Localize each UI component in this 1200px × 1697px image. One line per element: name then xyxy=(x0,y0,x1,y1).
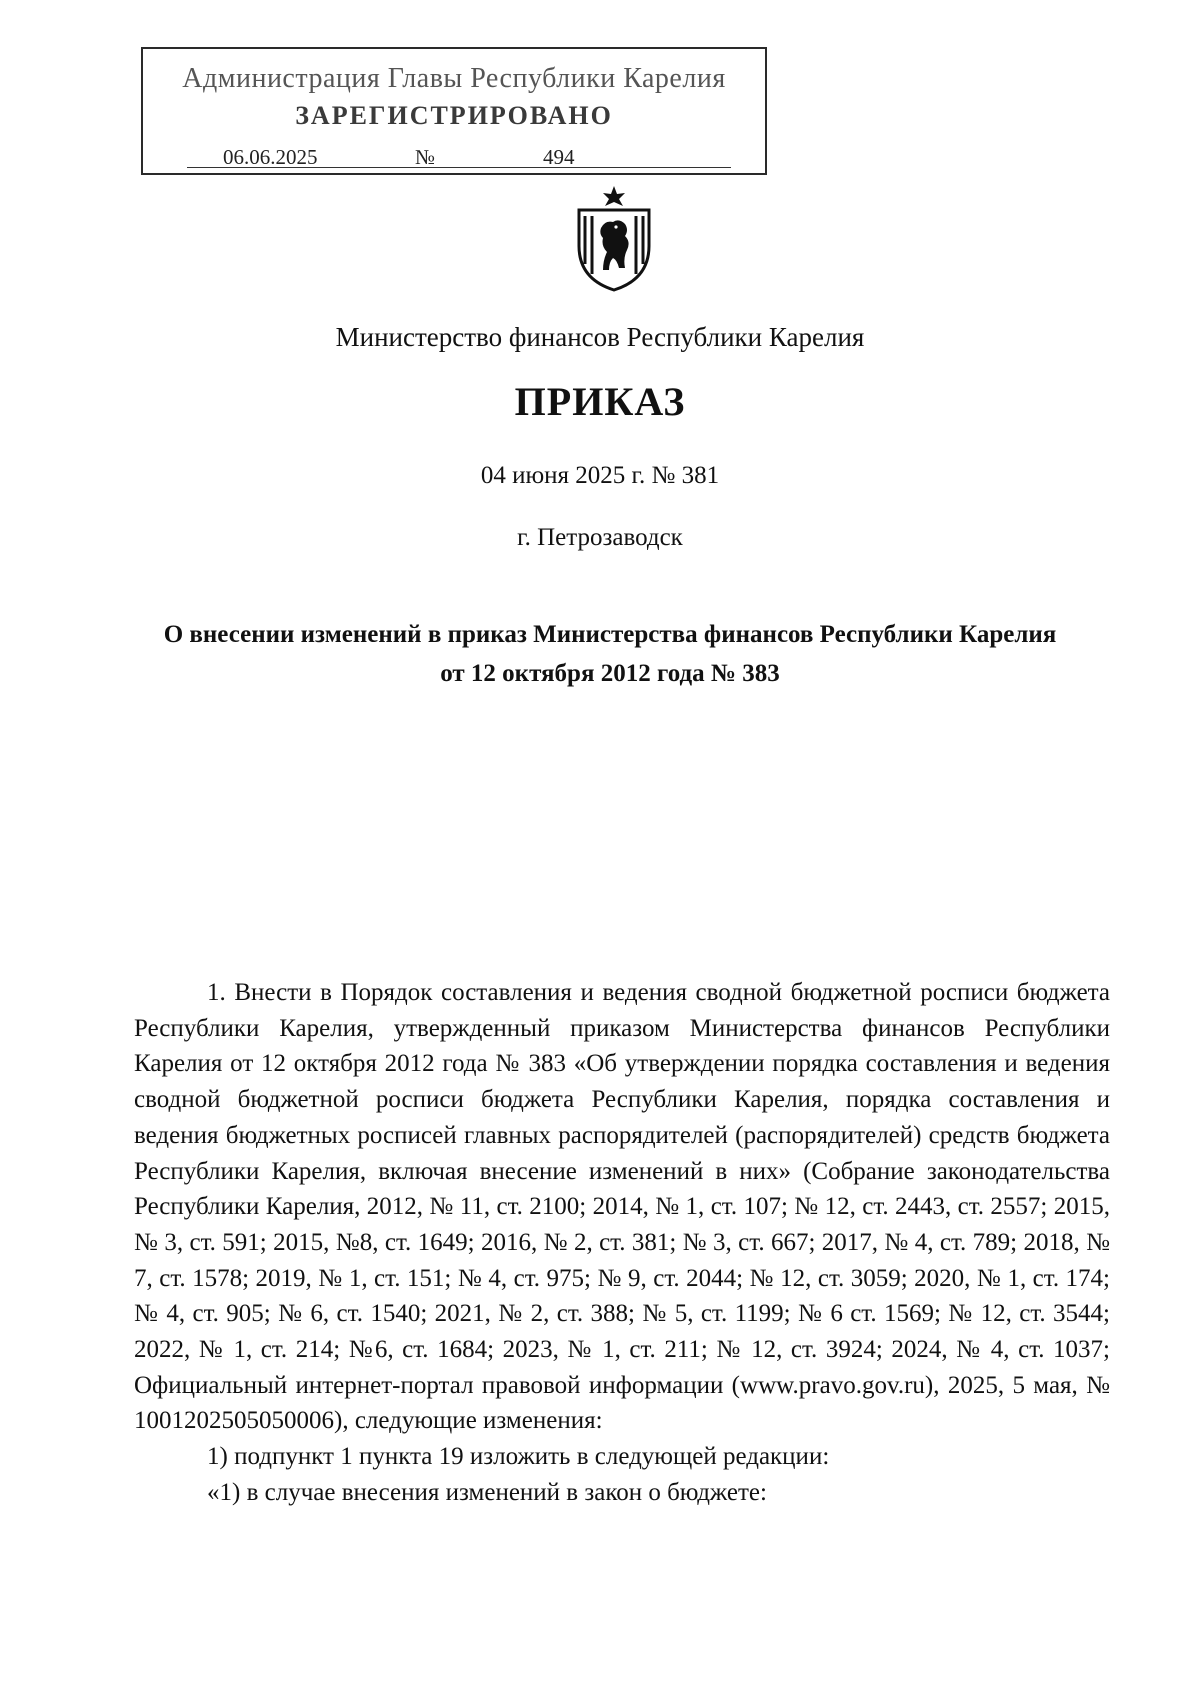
stamp-administration-text: Администрация Главы Республики Карелия xyxy=(182,63,726,94)
order-subject: О внесении изменений в приказ Министерства финансов Республики Карелия от 12 октября 2012 года № 383 xyxy=(163,621,1057,687)
body-item-1: 1) подпункт 1 пункта 19 изложить в следующей редакции: xyxy=(207,1443,830,1471)
order-date-number: 04 июня 2025 г. № 381 xyxy=(480,462,720,489)
document-type-title: ПРИКАЗ xyxy=(514,379,686,424)
order-body xyxy=(134,975,1110,1511)
registration-stamp xyxy=(141,47,767,175)
order-city: г. Петрозаводск xyxy=(517,524,683,551)
stamp-date: 06.06.2025 xyxy=(223,145,318,169)
stamp-underline xyxy=(187,167,731,168)
ministry-name: Министерство финансов Республики Карелия xyxy=(335,322,865,352)
karelia-coat-of-arms-icon xyxy=(569,184,659,294)
body-paragraph-1: 1. Внести в Порядок составления и ведения сводной бюджетной росписи бюджета Республики Карелия, утвержденный приказом Министерства финансов Республики Карелия от 12 октября 2012 года № 383 «Об утверждении порядка составления и ведения сводной бюджетной росписи бюджета Республики Карелия, порядка составления и ведения бюджетных росписей главных распорядителей (распорядителей) средств бюджета Республики Карелия, включая внесение изменений в них» (Собрание законодательства Республики Карелия, 2012, № 11, ст. 2100; 2014, № 1, ст. 107; № 12, ст. 2443, ст. 2557; 2015, № 3, ст. 591; 2015, №8, ст. 1649; 2016, № 2, ст. 381; № 3, ст. 667; 2017, № 4, ст. 789; 2018, № 7, ст. 1578; 2019, № 1, ст. 151; № 4, ст. 975; № 9, ст. 2044; № 12, ст. 3059; 2020, № 1, ст. 174; № 4, ст. 905; № 6, ст. 1540; 2021, № 2, ст. 388; № 5, ст. 1199; № 6 ст. 1569; № 12, ст. 3544; 2022, № 1, ст. 214; №6, ст. 1684; 2023, № 1, ст. 211; № 12, ст. 3924; 2024, № 4, ст. 1037; Официальный интернет-портал правовой информации (www.pravo.gov.ru), 2025, 5 мая, № 1001202505050006), следующие изменения: xyxy=(134,979,1110,1435)
stamp-number-label: № xyxy=(415,145,436,169)
body-quote-1: «1) в случае внесения изменений в закон о бюджете: xyxy=(207,1478,767,1506)
stamp-number: 494 xyxy=(543,145,575,169)
stamp-registered-text: ЗАРЕГИСТРИРОВАНО xyxy=(295,101,613,130)
